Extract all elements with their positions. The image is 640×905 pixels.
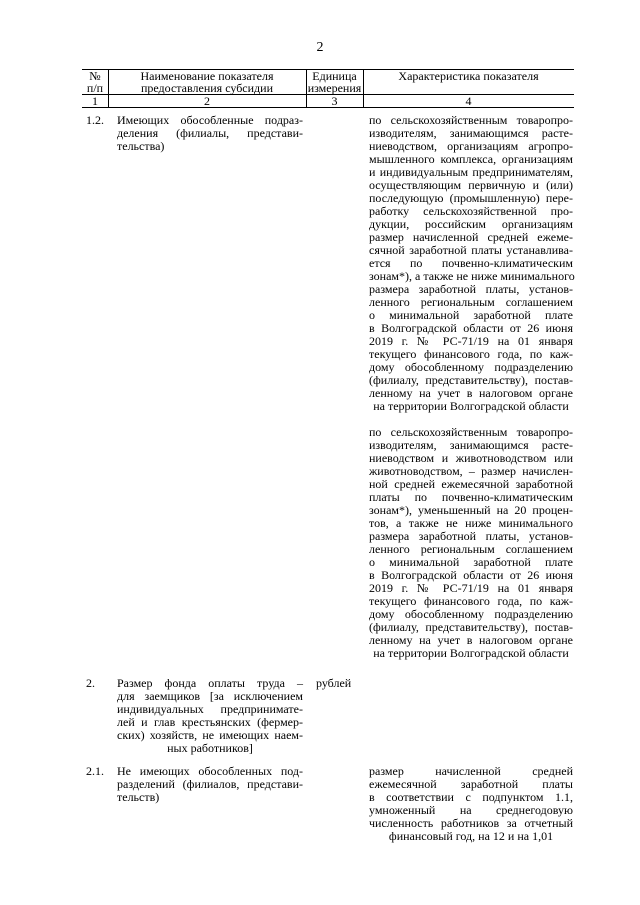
text-line: изводителям, занимающимся расте-: [369, 126, 573, 140]
row-characteristic-a: [369, 114, 573, 413]
text-line: на территории Волгоградской области: [373, 399, 569, 413]
text-line: размера заработной платы, установ-: [369, 282, 573, 296]
text-line: сячной заработной платы устанавлива-: [369, 243, 573, 257]
text-line: ной средней ежемесячной заработной: [369, 477, 573, 491]
text-line: изводителям, занимающимся расте-: [369, 438, 573, 452]
text-line: последующую (промышленную) пере-: [369, 191, 573, 205]
text-line: Размер фонда оплаты труда –: [117, 676, 303, 690]
header-col-unit: Единица измерения: [307, 69, 362, 95]
text-line: дому обособленному подразделению: [369, 607, 573, 621]
row-unit: рублей: [316, 676, 352, 690]
text-line: ленному на учет в налоговом органе: [369, 386, 573, 400]
text-line: в Волгоградской области от 26 июня: [369, 568, 573, 582]
text-line: размер начисленной средней: [369, 764, 573, 778]
text-line: умноженный на среднегодовую: [369, 803, 573, 817]
text-line: текущего финансового года, по каж-: [369, 594, 573, 608]
header-col-name: Наименование показателя предоставления субсидии: [140, 69, 274, 95]
text-line: (филиалу, представительству), постав-: [369, 620, 573, 634]
text-line: по сельскохозяйственным товаропро-: [369, 425, 573, 439]
text-line: зонам*), а также не ниже минимального: [369, 269, 575, 283]
text-line: ежемесячной заработной платы: [369, 777, 573, 791]
text-line: на территории Волгоградской области: [373, 646, 569, 660]
text-line: платы по почвенно-климатическим: [369, 490, 573, 504]
text-line: о минимальной заработной плате: [369, 308, 573, 322]
row-characteristic: [369, 765, 573, 843]
header-bottom-rule: [82, 107, 574, 108]
text-line: зонам*), уменьшенный на 20 процен-: [369, 503, 573, 517]
text-line: разделений (филиалов, представи-: [117, 777, 303, 791]
text-line: тов, а также не ниже минимального: [369, 516, 573, 530]
text-line: тельства): [117, 139, 165, 153]
text-line: деления (филиалы, представи-: [117, 126, 303, 140]
page-number: 2: [316, 40, 324, 55]
row-name: [117, 677, 303, 755]
row-name: [117, 765, 303, 804]
text-line: в Волгоградской области от 26 июня: [369, 321, 573, 335]
text-line: текущего финансового года, по каж-: [369, 347, 573, 361]
text-line: индивидуальных предпринимате-: [117, 702, 303, 716]
text-line: Не имеющих обособленных под-: [117, 764, 303, 778]
text-line: для заемщиков [за исключением: [117, 689, 303, 703]
header-num-2: 2: [204, 94, 210, 108]
text-line: ниеводством и животноводством или: [369, 451, 573, 465]
row-number: 1.2.: [86, 113, 104, 127]
text-line: Имеющих обособленные подраз-: [117, 113, 303, 127]
text-line: и индивидуальным предпринимателям,: [369, 165, 573, 179]
text-line: 2019 г. № РС-71/19 на 01 января: [369, 581, 573, 595]
row-number: 2.: [86, 676, 95, 690]
text-line: ниеводством, организациям агропро-: [369, 139, 573, 153]
text-line: ленного региональным соглашением: [369, 542, 573, 556]
text-line: тельств): [117, 790, 160, 804]
header-num-3: 3: [331, 94, 338, 108]
text-line: лей и глав крестьянских (фермер-: [117, 715, 303, 729]
text-line: работку сельскохозяйственной про-: [369, 204, 573, 218]
text-line: дому обособленному подразделению: [369, 360, 573, 374]
text-line: (филиалу, представительству), постав-: [369, 373, 573, 387]
text-line: осуществляющим первичную и (или): [369, 178, 573, 192]
header-col-number: № п/п: [86, 69, 104, 95]
text-line: ется по почвенно-климатическим: [369, 256, 573, 270]
row-name: [117, 114, 303, 153]
text-line: численность работников за отчетный: [369, 816, 573, 830]
header-num-1: 1: [92, 94, 98, 108]
text-line: о минимальной заработной плате: [369, 555, 573, 569]
text-line: мышленного комплекса, организациям: [369, 152, 573, 166]
header-num-4: 4: [465, 94, 472, 108]
text-line: по сельскохозяйственным товаропро-: [369, 113, 573, 127]
text-line: ленного региональным соглашением: [369, 295, 573, 309]
text-line: ных работников]: [167, 741, 253, 755]
text-line: дукции, российским организациям: [369, 217, 573, 231]
text-line: размера заработной платы, установ-: [369, 529, 573, 543]
text-line: 2019 г. № РС-71/19 на 01 января: [369, 334, 573, 348]
header-col-characteristic: Характеристика показателя: [398, 69, 539, 83]
text-line: размер начисленной средней ежеме-: [369, 230, 573, 244]
text-line: ленному на учет в налоговом органе: [369, 633, 573, 647]
text-line: животноводством, – размер начислен-: [369, 464, 573, 478]
text-line: в соответствии с подпунктом 1.1,: [369, 790, 573, 804]
text-line: финансовый год, на 12 и на 1,01: [388, 829, 554, 843]
row-characteristic-b: [369, 426, 573, 660]
text-line: ских) хозяйств, не имеющих наем-: [117, 728, 303, 742]
row-number: 2.1.: [86, 764, 104, 778]
